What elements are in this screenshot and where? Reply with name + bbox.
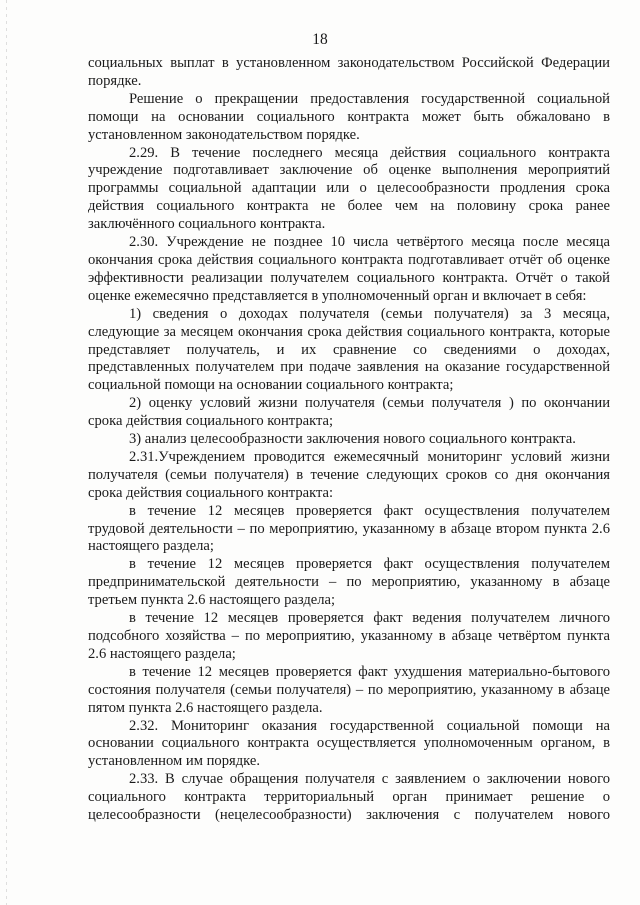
monitoring-item-household: в течение 12 месяцев проверяется факт ведения получателем личного подсобного хозяйства – по мероприятию, указанному в абзаце четвёртом пункта 2.6 настоящего раздела; [88,610,610,662]
paragraph-2-29: 2.29. В течение последнего месяца действия социального контракта учреждение подготавливает заключение об оценке выполнения мероприятий программы социальной адаптации или о целесообразности продления срока действия социального контракта не более чем на половину срока ранее заключённого социального контракта. [88,144,610,233]
paragraph-continuation: социальных выплат в установленном законодательством Российской Федерации порядке. [88,55,610,89]
monitoring-item-business: в течение 12 месяцев проверяется факт осуществления получателем предпринимательской деятельности – по мероприятию, указанному в абзаце третьем пункта 2.6 настоящего раздела; [88,556,610,609]
monitoring-item-labor: в течение 12 месяцев проверяется факт осуществления получателем трудовой деятельности – по мероприятию, указанному в абзаце втором пункта 2.6 настоящего раздела; [88,502,610,555]
document-body [88,55,610,825]
list-item-income-info: 1) сведения о доходах получателя (семьи получателя) за 3 месяца, следующие за месяцем окончания срока действия социального контракта, которые представляет получатель, и их сравнение со сведениями о доходах, представленных получателем при подаче заявления на оказание государственной социальной помощи на основании социального контракта; [88,305,610,394]
monitoring-item-material-conditions: в течение 12 месяцев проверяется факт ухудшения материально-бытового состояния получателя (семьи получателя) – по мероприятию, указанному в абзаце пятом пункта 2.6 настоящего раздела. [88,663,610,716]
list-item-living-conditions: 2) оценку условий жизни получателя (семьи получателя ) по окончании срока действия социального контракта; [88,395,610,430]
paragraph-2-33: 2.33. В случае обращения получателя с заявлением о заключении нового социального контракта территориальный орган принимает решение о целесообразности (нецелесообразности) заключения с получателем нового [88,771,610,824]
paragraph-2-30: 2.30. Учреждение не позднее 10 числа четвёртого месяца после месяца окончания срока действия социального контракта подготавливает отчёт об оценке эффективности реализации получателем социального контракта. Отчёт о такой оценке ежемесячно представляется в уполномоченный орган и включает в себя: [88,234,610,304]
paragraph-appeal: Решение о прекращении предоставления государственной социальной помощи на основании социального контракта может быть обжаловано в установленном законодательством порядке. [88,90,610,143]
page-number: 18 [312,31,328,48]
paragraph-2-31: 2.31.Учреждением проводится ежемесячный мониторинг условий жизни получателя (семьи получателя) в течение следующих сроков со дня окончания срока действия социального контракта: [88,448,610,501]
scan-edge-mark [6,0,7,905]
paragraph-2-32: 2.32. Мониторинг оказания государственной социальной помощи на основании социального контракта осуществляется уполномоченным органом, в установленном им порядке. [88,717,610,770]
list-item-new-contract-analysis: 3) анализ целесообразности заключения нового социального контракта. [129,431,576,448]
